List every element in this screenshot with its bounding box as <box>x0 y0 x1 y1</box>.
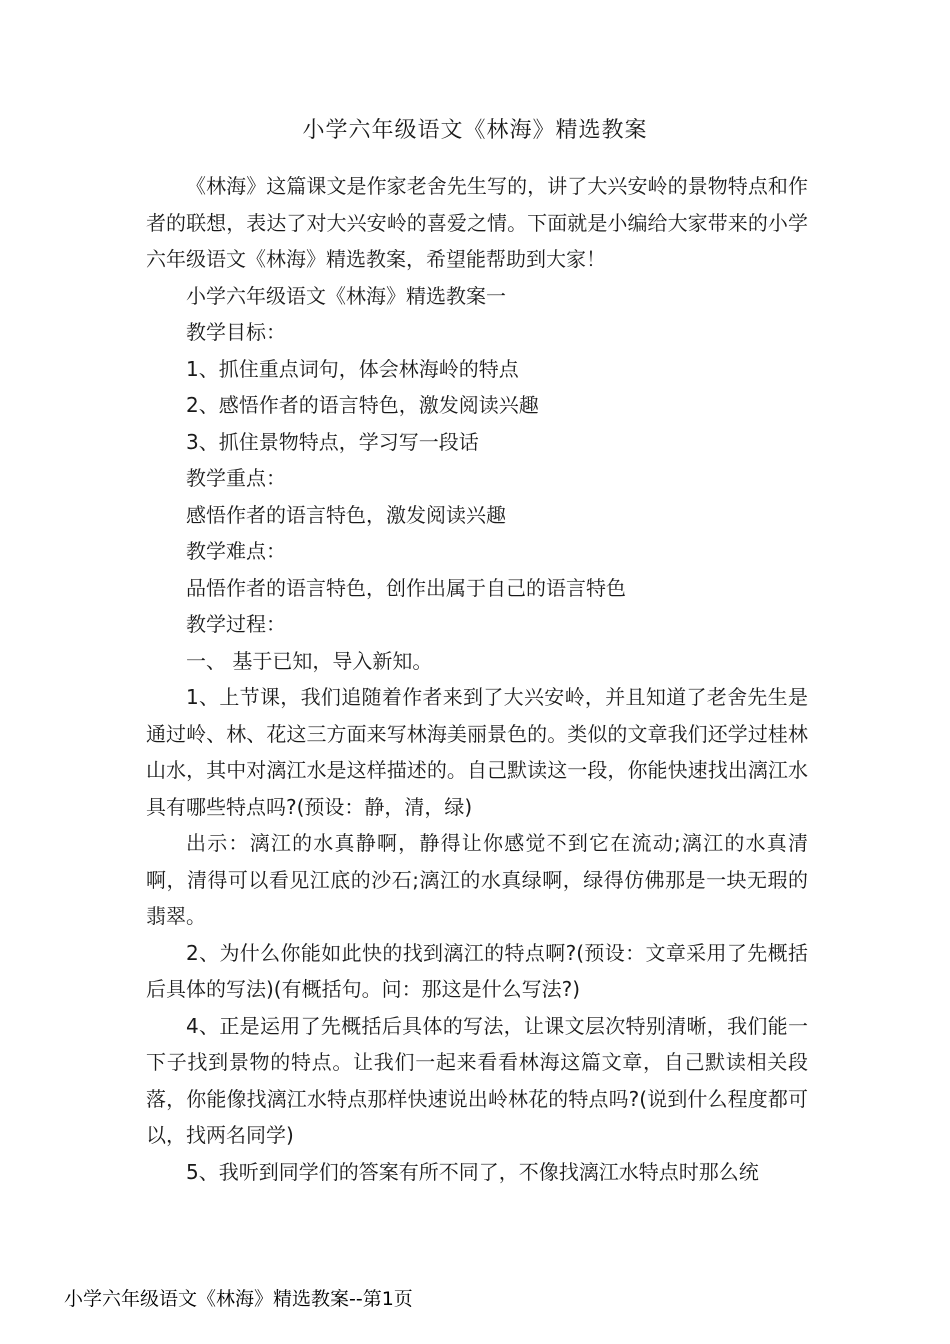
page-footer: 小学六年级语文《林海》精选教案--第1页 <box>64 1288 413 1310</box>
objective-item: 2、感悟作者的语言特色，激发阅读兴趣 <box>186 393 539 417</box>
process-heading: 教学过程： <box>186 612 286 636</box>
key-points-text: 感悟作者的语言特色，激发阅读兴趣 <box>186 502 506 527</box>
document-body <box>146 168 808 1190</box>
body-paragraph: 4、正是运用了先概括后具体的写法，让课文层次特别清晰，我们能一下子找到景物的特点。让我们一起来看看林海这篇文章，自己默读相关段落，你能像找漓江水特点那样快速说出岭林花的特点吗?(说到什么程度都可以，找两名同学) <box>146 1013 808 1147</box>
intro-paragraph: 《林海》这篇课文是作家老舍先生写的，讲了大兴安岭的景物特点和作者的联想，表达了对大兴安岭的喜爱之情。下面就是小编给大家带来的小学六年级语文《林海》精选教案，希望能帮助到大家！ <box>146 174 808 271</box>
body-paragraph: 1、上节课，我们追随着作者来到了大兴安岭，并且知道了老舍先生是通过岭、林、花这三方面来写林海美丽景色的。类似的文章我们还学过桂林山水，其中对漓江水是这样描述的。自己默读这一段，你能快速找出漓江水具有哪些特点吗?(预设：静，清，绿) <box>146 685 808 819</box>
difficulty-heading: 教学难点： <box>186 539 286 563</box>
section-heading: 小学六年级语文《林海》精选教案一 <box>186 283 506 308</box>
objectives-heading: 教学目标： <box>186 320 286 344</box>
body-paragraph: 出示：漓江的水真静啊，静得让你感觉不到它在流动;漓江的水真清啊，清得可以看见江底的沙石;漓江的水真绿啊，绿得仿佛那是一块无瑕的翡翠。 <box>146 831 808 928</box>
difficulty-text: 品悟作者的语言特色，创作出属于自己的语言特色 <box>186 575 626 600</box>
body-paragraph: 2、为什么你能如此快的找到漓江的特点啊?(预设：文章采用了先概括后具体的写法)(有概括句。问：那这是什么写法?) <box>146 940 808 1001</box>
key-points-heading: 教学重点： <box>186 466 286 490</box>
objective-item: 3、抓住景物特点，学习写一段话 <box>186 429 479 454</box>
page-title: 小学六年级语文《林海》精选教案 <box>302 118 648 143</box>
body-paragraph: 5、我听到同学们的答案有所不同了，不像找漓江水特点时那么统 <box>186 1159 759 1184</box>
objective-item: 1、抓住重点词句，体会林海岭的特点 <box>186 356 519 381</box>
step-heading: 一、 基于已知，导入新知。 <box>186 648 433 673</box>
